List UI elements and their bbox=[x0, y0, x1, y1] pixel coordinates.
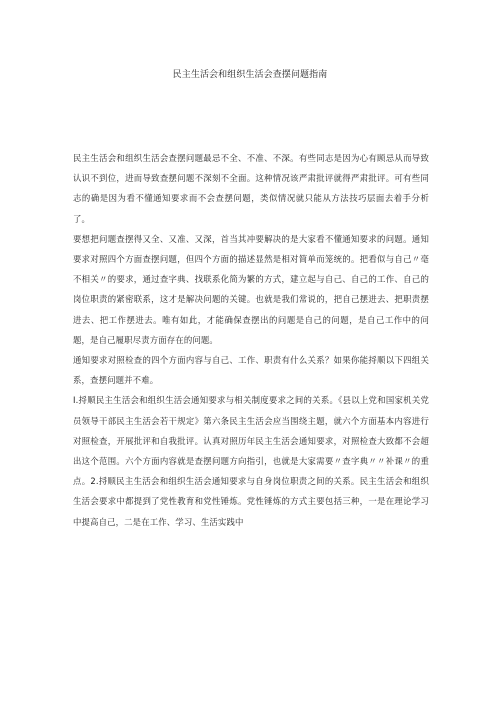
document-body bbox=[73, 148, 429, 532]
paragraph-4: I.捋顺民主生活会和组织生活会通知要求与相关制度要求之间的关系。《县以上党和国家机关党员领导干部民主生活会若干规定》第六条民主生活会应当围绕主题，就六个方面基本内容进行对照检查，开展批评和自我批评。认真对照历年民主生活会通知要求，对照检查大致都不会超出这个范围。六个方面内容就是查摆问题方向指引，也就是大家需要〃查字典〃〃补课〃的重点。2.捋顺民主生活会和组织生活会通知要求与自身岗位职责之间的关系。民主生活会和组织生活会要求中都提到了党性教育和党性锤炼。党性锤炼的方式主要包括三种，一是在理论学习中提高自己，二是在工作、学习、生活实践中 bbox=[73, 395, 429, 527]
paragraph-2: 要想把问题查摆得又全、又准、又深，首当其冲要解决的是大家看不懂通知要求的问题。通知要求对照四个方面查摆问题，但四个方面的描述显然是相对简单而笼统的。把看似与自己〃毫不相关〃的要求，通过查字典、找联系化简为繁的方式，建立起与自己、自己的工作、自己的岗位职责的紧密联系，这才是解决问题的关键。也就是我们常说的，把自己摆进去、把职责摆进去、把工作摆进去。唯有如此，才能确保查摆出的问题是自己的问题，是自己工作中的问题，是自己履职尽责方面存在的问题。 bbox=[73, 233, 429, 345]
document-title: 民主生活会和组织生活会查摆问题指南 bbox=[172, 70, 328, 80]
paragraph-1: 民主生活会和组织生活会查摆问题最忌不全、不准、不深。有些同志是因为心有顾忌从而导致认识不到位，进而导致查摆问题不深刻不全面。这种情况该严肃批评就得严肃批评。可有些同志的确是因为看不懂通知要求而不会查摆问题，类似情况就只能从方法技巧层面去着手分析了。 bbox=[73, 153, 429, 224]
paragraph-3: 通知要求对照检查的四个方面内容与自己、工作、职责有什么关系？如果你能捋顺以下四组关系，查摆问题并不难。 bbox=[73, 355, 429, 386]
